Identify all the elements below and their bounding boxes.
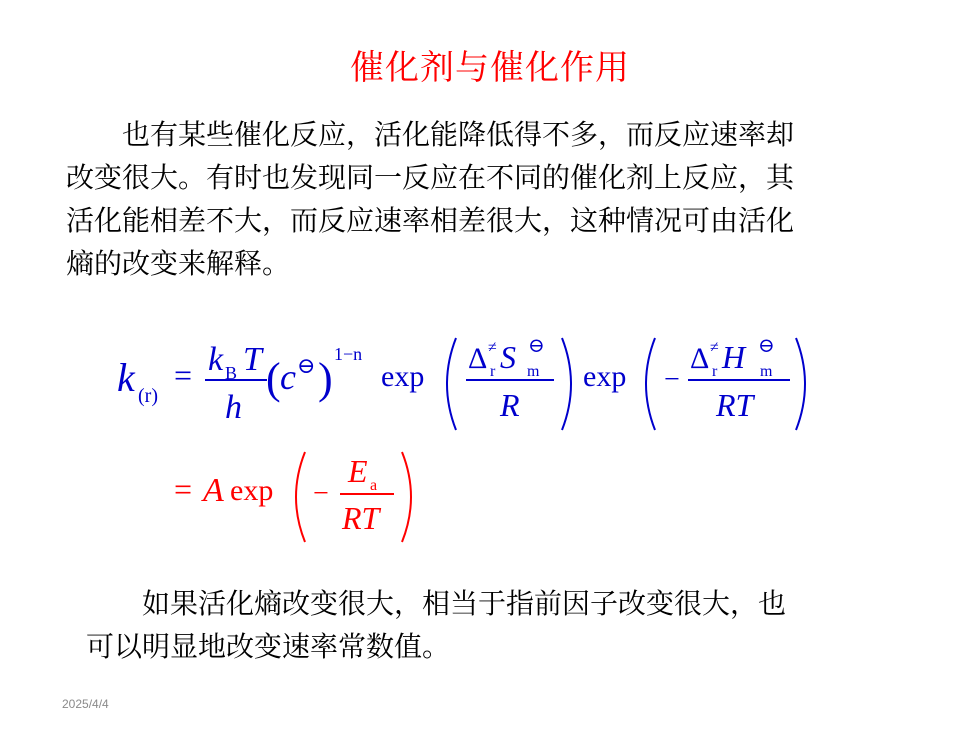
standard-state-symbol: ⊖	[297, 353, 316, 378]
r-subscript: r	[490, 363, 496, 380]
paren-right: )	[318, 354, 333, 403]
equation-line-arrhenius	[174, 452, 411, 542]
kB-subscript: B	[225, 363, 238, 383]
k-subscript: (r)	[138, 385, 158, 407]
m-subscript: m	[760, 363, 773, 380]
m-subscript: m	[527, 363, 540, 380]
big-paren-right	[402, 452, 411, 542]
h-symbol: h	[225, 389, 242, 426]
equation-line-eyring	[117, 335, 805, 430]
paren-left: (	[266, 354, 281, 403]
a-subscript: a	[370, 477, 378, 494]
paragraph-line: 改变很大。有时也发现同一反应在不同的催化剂上反应，其	[66, 161, 795, 194]
S-symbol: S	[500, 339, 516, 375]
delta-symbol: Δ	[468, 342, 488, 375]
slide-title: 催化剂与催化作用	[350, 48, 630, 88]
c-symbol: c	[280, 357, 296, 397]
E-symbol: E	[348, 453, 368, 489]
H-symbol: H	[722, 339, 746, 375]
standard-state-symbol: ⊖	[528, 335, 545, 357]
minus-sign: −	[313, 478, 329, 509]
r-subscript: r	[712, 363, 718, 380]
big-paren-left	[296, 452, 305, 542]
k-symbol: k	[117, 355, 135, 400]
kB-symbol: k	[208, 341, 224, 378]
R-symbol: R	[500, 387, 520, 423]
equals-sign: =	[174, 471, 193, 507]
A-symbol: A	[203, 472, 224, 509]
paragraph-line: 活化能相差不大，而反应速率相差很大，这种情况可由活化	[66, 204, 795, 237]
big-paren-right	[562, 338, 571, 430]
exp-function: exp	[381, 360, 425, 393]
paragraph-line: 也有某些催化反应，活化能降低得不多，而反应速率却	[122, 118, 795, 151]
RT-symbol: RT	[342, 500, 380, 536]
T-symbol: T	[243, 341, 262, 378]
standard-state-symbol: ⊖	[758, 335, 775, 357]
equals-sign: =	[174, 357, 193, 393]
footer-date: 2025/4/4	[62, 697, 109, 711]
big-paren-left	[646, 338, 655, 430]
RT-symbol: RT	[716, 387, 754, 423]
paragraph-line: 如果活化熵改变很大，相当于指前因子改变很大，也	[142, 587, 787, 620]
exp-function: exp	[583, 360, 627, 393]
exp-function: exp	[230, 474, 274, 507]
minus-sign: −	[664, 364, 680, 395]
big-paren-right	[796, 338, 805, 430]
exponent: 1−n	[334, 344, 363, 364]
paragraph-line: 熵的改变来解释。	[66, 247, 291, 280]
neq-superscript: ≠	[710, 339, 719, 356]
delta-symbol: Δ	[690, 342, 710, 375]
paragraph-line: 可以明显地改变速率常数值。	[86, 630, 451, 663]
paragraph-conclusion	[86, 582, 946, 668]
big-paren-left	[447, 338, 456, 430]
neq-superscript: ≠	[488, 339, 497, 356]
